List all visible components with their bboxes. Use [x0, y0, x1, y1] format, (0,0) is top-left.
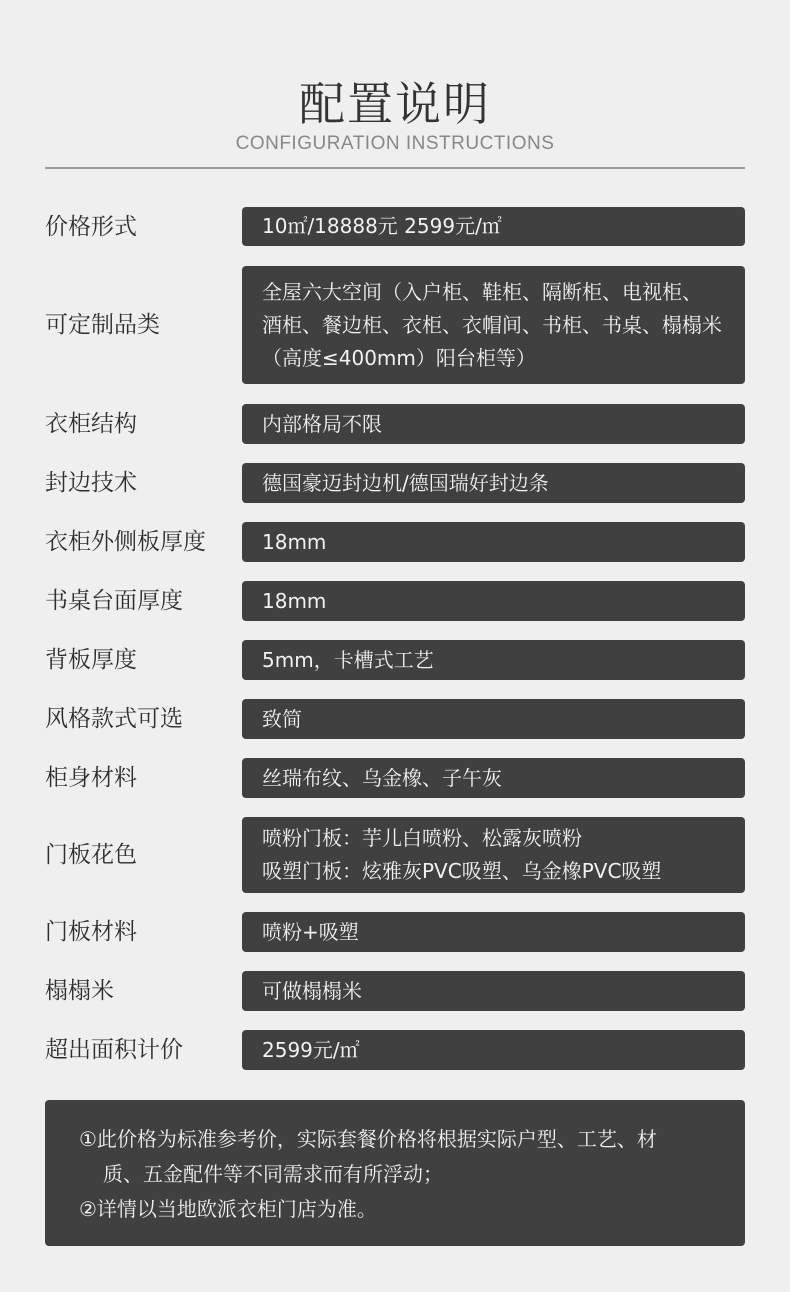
config-row	[0, 404, 790, 444]
config-value-box	[242, 207, 745, 246]
config-row	[0, 699, 790, 739]
config-row	[0, 971, 790, 1011]
config-value-line: 18mm	[262, 588, 327, 613]
config-label: 超出面积计价	[45, 1037, 183, 1063]
title-divider	[45, 167, 745, 169]
config-value-box	[242, 699, 745, 739]
config-value-line: 10㎡/18888元 2599元/㎡	[262, 214, 502, 238]
config-label: 衣柜外侧板厚度	[45, 529, 206, 555]
config-value-box	[242, 1030, 745, 1070]
config-value-line: （高度≤400mm）阳台柜等）	[262, 345, 536, 370]
config-value-box	[242, 758, 745, 798]
config-row	[0, 640, 790, 680]
config-label: 封边技术	[45, 470, 137, 496]
config-value-box	[242, 912, 745, 952]
config-value-box	[242, 971, 745, 1011]
config-label: 可定制品类	[45, 312, 160, 338]
notes-box	[45, 1100, 745, 1246]
config-value-box	[242, 404, 745, 444]
config-label: 榻榻米	[45, 978, 114, 1004]
config-row	[0, 581, 790, 621]
config-row	[0, 207, 790, 246]
config-label: 柜身材料	[45, 765, 137, 791]
config-label: 价格形式	[45, 213, 137, 240]
config-value-line: 致简	[262, 706, 302, 731]
config-value-box	[242, 640, 745, 680]
config-value-box	[242, 581, 745, 621]
config-value-line: 5mm，卡槽式工艺	[262, 647, 434, 672]
config-value-line: 18mm	[262, 529, 327, 554]
config-label: 背板厚度	[45, 647, 137, 673]
config-row	[0, 463, 790, 503]
config-row	[0, 522, 790, 562]
note-line-3: ②详情以当地欧派衣柜门店为准。	[79, 1197, 377, 1221]
config-value-box	[242, 266, 745, 384]
page-title: 配置说明	[299, 77, 491, 131]
config-label: 门板花色	[45, 842, 137, 868]
config-value-box	[242, 817, 745, 893]
config-row	[0, 758, 790, 798]
config-label: 衣柜结构	[45, 411, 137, 437]
note-line-2: 质、五金配件等不同需求而有所浮动；	[103, 1162, 443, 1186]
config-value-line: 内部格局不限	[262, 411, 382, 436]
config-row	[0, 817, 790, 893]
config-row	[0, 912, 790, 952]
config-row	[0, 266, 790, 384]
config-value-line: 丝瑞布纹、乌金橡、子午灰	[262, 765, 502, 790]
config-value-line: 喷粉+吸塑	[262, 919, 359, 944]
note-line-1: ①此价格为标准参考价，实际套餐价格将根据实际户型、工艺、材	[79, 1127, 657, 1151]
config-value-line: 酒柜、餐边柜、衣柜、衣帽间、书柜、书桌、榻榻米	[262, 312, 722, 337]
config-value-box	[242, 522, 745, 562]
config-value-line: 德国豪迈封边机/德国瑞好封边条	[262, 470, 549, 495]
config-value-line: 全屋六大空间（入户柜、鞋柜、隔断柜、电视柜、	[262, 279, 702, 304]
config-label: 风格款式可选	[45, 706, 183, 732]
config-label: 门板材料	[45, 919, 137, 945]
config-label: 书桌台面厚度	[45, 588, 183, 614]
page-subtitle: CONFIGURATION INSTRUCTIONS	[235, 133, 555, 154]
config-value-line: 2599元/㎡	[262, 1037, 360, 1062]
config-value-line: 吸塑门板：炫雅灰PVC吸塑、乌金橡PVC吸塑	[262, 859, 662, 883]
config-value-box	[242, 463, 745, 503]
config-value-line: 喷粉门板：芋儿白喷粉、松露灰喷粉	[262, 826, 582, 850]
config-value-line: 可做榻榻米	[262, 978, 362, 1003]
config-row	[0, 1030, 790, 1070]
